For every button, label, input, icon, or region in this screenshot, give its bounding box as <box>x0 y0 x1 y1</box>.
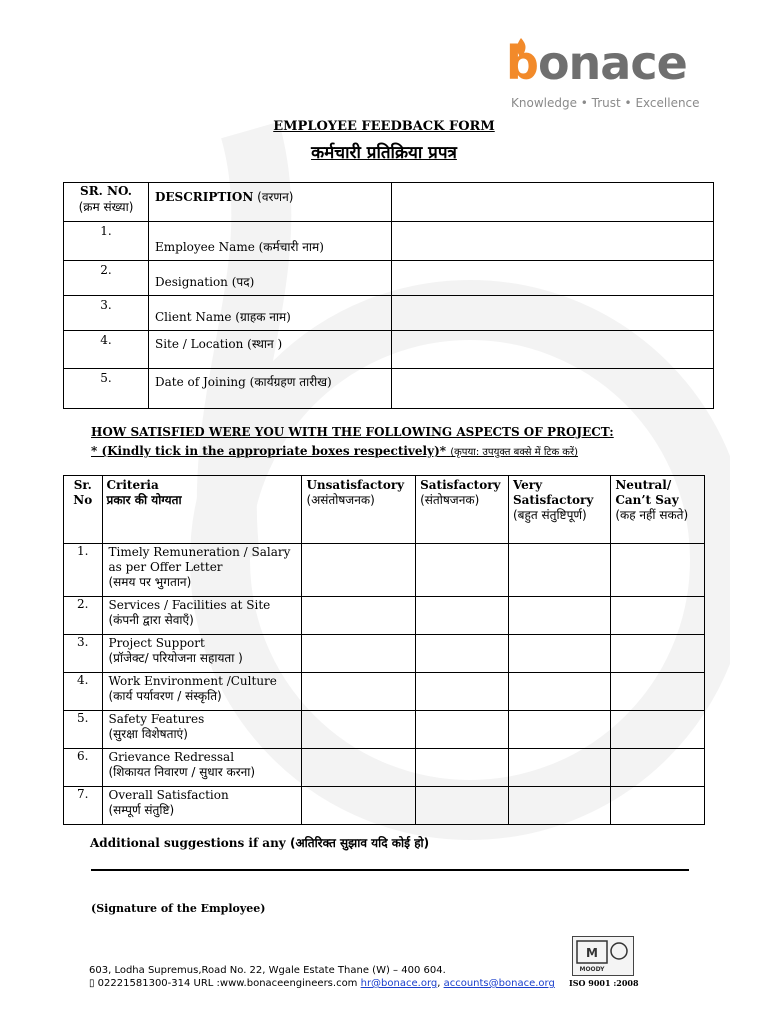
row-number: 3. <box>64 296 149 331</box>
satisfactory-checkbox[interactable] <box>416 749 509 787</box>
company-logo <box>504 36 710 115</box>
neutral-col-header <box>611 476 705 544</box>
criteria-text-hindi: (कार्य पर्यावरण / संस्कृति) <box>108 689 222 703</box>
criteria-cell <box>102 749 302 787</box>
suggestions-label-en: Additional suggestions if any <box>90 836 286 850</box>
criteria-text-hindi: (सुरक्षा विशेषताएं) <box>108 727 188 741</box>
satisfactory-checkbox[interactable] <box>416 597 509 635</box>
criteria-cell <box>102 711 302 749</box>
criteria-text-hindi: (समय पर भुगतान) <box>108 575 192 589</box>
criteria-cell <box>102 673 302 711</box>
sr-no-col-header: Sr. No <box>64 476 103 544</box>
very-satisfactory-checkbox[interactable] <box>508 711 610 749</box>
row-label: Designation (पद) <box>149 261 392 296</box>
criteria-cell <box>102 597 302 635</box>
criteria-text: Safety Features <box>108 712 205 726</box>
moody-cert-icon <box>573 937 633 975</box>
criteria-cell <box>102 544 302 597</box>
client-name-field[interactable] <box>392 296 714 331</box>
satisfactory-col-header <box>416 476 509 544</box>
row-number: 6. <box>64 749 103 787</box>
description-header <box>149 183 392 222</box>
unsatisfactory-checkbox[interactable] <box>302 635 416 673</box>
logo-tagline: Knowledge • Trust • Excellence <box>511 96 700 110</box>
neutral-checkbox[interactable] <box>611 787 705 825</box>
table-row <box>64 749 705 787</box>
unsatisfactory-checkbox[interactable] <box>302 787 416 825</box>
employee-details-table <box>63 182 714 409</box>
details-row <box>64 222 714 261</box>
form-title: EMPLOYEE FEEDBACK FORM <box>273 119 495 134</box>
satisfactory-label-hindi: (संतोषजनक) <box>420 493 480 507</box>
satisfaction-header-row <box>64 476 705 544</box>
details-row <box>64 369 714 409</box>
satisfaction-heading: HOW SATISFIED WERE YOU WITH THE FOLLOWING ASPECTS OF PROJECT: <box>91 425 614 439</box>
table-row <box>64 597 705 635</box>
satisfactory-checkbox[interactable] <box>416 673 509 711</box>
unsatisfactory-label-hindi: (असंतोषजनक) <box>306 493 375 507</box>
description-label: DESCRIPTION <box>155 190 254 204</box>
very-satisfactory-checkbox[interactable] <box>508 749 610 787</box>
neutral-checkbox[interactable] <box>611 544 705 597</box>
very-satisfactory-checkbox[interactable] <box>508 635 610 673</box>
neutral-label: Neutral/ Can’t Say <box>615 478 679 507</box>
unsatisfactory-label: Unsatisfactory <box>306 478 405 492</box>
address-line: 603, Lodha Supremus,Road No. 22, Wgale Estate Thane (W) – 400 604. <box>89 965 446 976</box>
row-number: 5. <box>64 711 103 749</box>
date-of-joining-field[interactable] <box>392 369 714 409</box>
row-number: 1. <box>64 544 103 597</box>
unsatisfactory-checkbox[interactable] <box>302 597 416 635</box>
criteria-text-hindi: (सम्पूर्ण संतुष्टि) <box>108 803 175 817</box>
criteria-text-hindi: (शिकायत निवारण / सुधार करना) <box>108 765 256 779</box>
row-number: 7. <box>64 787 103 825</box>
neutral-label-hindi: (कह नहीं सकते) <box>615 508 689 522</box>
row-label: Date of Joining (कार्यग्रहण तारीख) <box>149 369 392 409</box>
satisfactory-checkbox[interactable] <box>416 544 509 597</box>
satisfactory-checkbox[interactable] <box>416 711 509 749</box>
neutral-checkbox[interactable] <box>611 597 705 635</box>
satisfaction-instruction <box>91 444 578 458</box>
very-satisfactory-col-header <box>508 476 610 544</box>
email-separator: , <box>437 978 444 989</box>
very-satisfactory-label: Very Satisfactory <box>512 478 594 507</box>
criteria-text: Project Support <box>108 636 205 650</box>
criteria-text-hindi: (प्रॉजेक्ट/ परियोजना सहायता ) <box>108 651 243 665</box>
very-satisfactory-checkbox[interactable] <box>508 673 610 711</box>
criteria-cell <box>102 635 302 673</box>
criteria-label-hindi: प्रकार की योग्यता <box>106 493 182 507</box>
details-header-row <box>64 183 714 222</box>
row-number: 2. <box>64 261 149 296</box>
iso-label: ISO 9001 :2008 <box>569 978 639 988</box>
criteria-text: Overall Satisfaction <box>108 788 229 802</box>
company-address <box>89 964 555 990</box>
table-row <box>64 673 705 711</box>
accounts-email-link[interactable]: accounts@bonace.org <box>443 978 555 989</box>
suggestions-label <box>90 834 429 851</box>
details-row <box>64 261 714 296</box>
unsatisfactory-checkbox[interactable] <box>302 544 416 597</box>
very-satisfactory-label-hindi: (बहुत संतुष्टिपूर्ण) <box>512 508 587 522</box>
unsatisfactory-col-header <box>302 476 416 544</box>
instruction-text-hindi: (कृपया: उपयुक्त बक्से में टिक करें) <box>450 447 578 458</box>
suggestions-label-hindi: (अतिरिक्त सुझाव यदि कोई हो) <box>289 836 430 850</box>
sr-no-label: SR. NO. <box>80 184 132 198</box>
neutral-checkbox[interactable] <box>611 673 705 711</box>
row-number: 5. <box>64 369 149 409</box>
signature-label: (Signature of the Employee) <box>91 902 266 915</box>
details-row <box>64 331 714 369</box>
contact-line <box>89 977 555 990</box>
row-label: Client Name (ग्राहक नाम) <box>149 296 392 331</box>
form-title-hindi: कर्मचारी प्रतिक्रिया प्रपत्र <box>311 143 457 163</box>
svg-text:M: M <box>586 946 598 960</box>
certification-badge <box>572 936 634 976</box>
table-row <box>64 711 705 749</box>
value-header-cell <box>392 183 714 222</box>
row-number: 1. <box>64 222 149 261</box>
site-location-field[interactable] <box>392 331 714 369</box>
table-row <box>64 544 705 597</box>
sr-no-header <box>64 183 149 222</box>
criteria-cell <box>102 787 302 825</box>
unsatisfactory-checkbox[interactable] <box>302 673 416 711</box>
satisfactory-checkbox[interactable] <box>416 635 509 673</box>
very-satisfactory-checkbox[interactable] <box>508 544 610 597</box>
designation-field[interactable] <box>392 261 714 296</box>
row-number: 2. <box>64 597 103 635</box>
unsatisfactory-checkbox[interactable] <box>302 749 416 787</box>
criteria-text-hindi: (कंपनी द्वारा सेवाएँ) <box>108 613 194 627</box>
very-satisfactory-checkbox[interactable] <box>508 597 610 635</box>
neutral-checkbox[interactable] <box>611 711 705 749</box>
criteria-text: Timely Remuneration / Salary as per Offer Letter <box>108 545 291 574</box>
criteria-label: Criteria <box>106 478 159 492</box>
row-label: Employee Name (कर्मचारी नाम) <box>149 222 392 261</box>
criteria-text: Grievance Redressal <box>108 750 235 764</box>
criteria-col-header <box>102 476 302 544</box>
criteria-text: Services / Facilities at Site <box>108 598 271 612</box>
satisfaction-table <box>63 475 705 825</box>
sr-no-label-hindi: (क्रम संख्या) <box>78 200 134 214</box>
employee-name-field[interactable] <box>392 222 714 261</box>
very-satisfactory-checkbox[interactable] <box>508 787 610 825</box>
hr-email-link[interactable]: hr@bonace.org <box>360 978 438 989</box>
unsatisfactory-checkbox[interactable] <box>302 711 416 749</box>
phone-url-text: ▯ 02221581300-314 URL :www.bonaceengineers.com <box>89 978 361 989</box>
satisfactory-label: Satisfactory <box>420 478 501 492</box>
instruction-text: * (Kindly tick in the appropriate boxes respectively)* <box>91 444 447 458</box>
row-number: 4. <box>64 331 149 369</box>
description-label-hindi: (वरणन) <box>257 190 294 204</box>
row-number: 4. <box>64 673 103 711</box>
suggestions-input-line[interactable] <box>91 869 689 871</box>
table-row <box>64 635 705 673</box>
row-number: 3. <box>64 635 103 673</box>
satisfactory-checkbox[interactable] <box>416 787 509 825</box>
neutral-checkbox[interactable] <box>611 635 705 673</box>
neutral-checkbox[interactable] <box>611 749 705 787</box>
logo-wordmark: bonace <box>506 36 687 90</box>
criteria-text: Work Environment /Culture <box>108 674 277 688</box>
cert-label: MOODY <box>579 966 605 973</box>
table-row <box>64 787 705 825</box>
details-row <box>64 296 714 331</box>
row-label: Site / Location (स्थान ) <box>149 331 392 369</box>
